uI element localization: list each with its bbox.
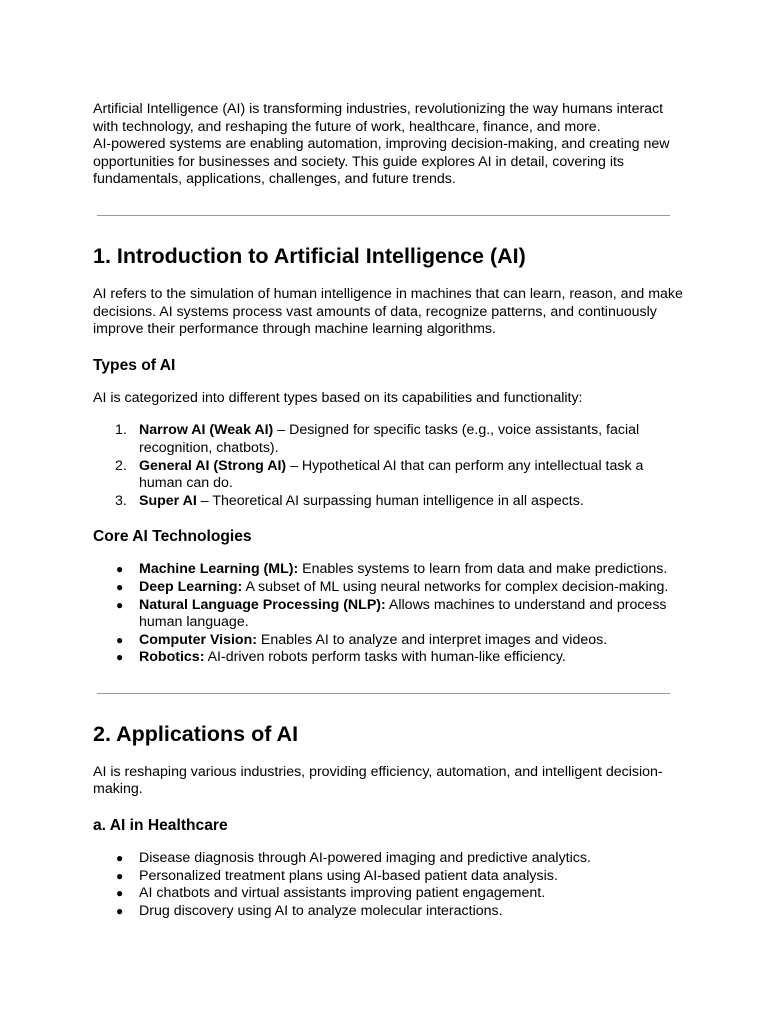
bullet-icon: ● [116,886,124,901]
section-2-heading: 2. Applications of AI [93,721,299,746]
list-item [93,903,683,921]
list-item [93,632,683,650]
section-1-paragraph: AI refers to the simulation of human intelligence in machines that can learn, reason, and make decisions. AI systems process vast amounts of data, recognize patterns, and continuously improve their performance through machine learning algorithms. [93,285,683,338]
core-ai-technologies-list [93,561,683,667]
section-1-heading: 1. Introduction to Artificial Intelligence (AI) [93,243,526,268]
list-item-term: Computer Vision: [139,631,257,648]
bullet-icon: ● [116,650,124,665]
list-item [93,885,683,903]
list-item [93,579,683,597]
bullet-icon: ● [116,562,124,577]
bullet-icon: ● [116,903,124,918]
list-item-text: Disease diagnosis through AI-powered imaging and predictive analytics. [139,850,591,867]
list-item-text: Allows machines to understand and process human language. [139,596,667,631]
list-item [93,561,683,579]
list-item-text: Enables systems to learn from data and make predictions. [298,561,668,578]
list-item-text: – Theoretical AI surpassing human intelligence in all aspects. [196,492,584,509]
list-item-term: Robotics: [139,649,205,666]
types-of-ai-lead: AI is categorized into different types based on its capabilities and functionality: [93,389,583,406]
list-item-text: Enables AI to analyze and interpret images and videos. [256,631,608,648]
bullet-icon: ● [116,868,124,883]
list-item [93,597,683,632]
list-item-term: Super AI [139,492,197,509]
list-item-text: AI-driven robots perform tasks with human-like efficiency. [204,649,566,666]
list-item-text: – Hypothetical AI that can perform any intellectual task a human can do. [139,457,644,492]
list-item-text: – Designed for specific tasks (e.g., voice assistants, facial recognition, chatbots). [139,422,640,456]
list-item-term: Machine Learning (ML): [139,561,299,578]
list-item-text: AI chatbots and virtual assistants improving patient engagement. [139,885,546,902]
list-number: 3. [115,492,127,509]
ai-in-healthcare-list [93,850,683,920]
bullet-icon: ● [116,851,124,866]
list-item-text: A subset of ML using neural networks for complex decision-making. [242,578,669,595]
list-item [93,422,683,457]
types-of-ai-heading: Types of AI [93,356,176,374]
ai-in-healthcare-heading: a. AI in Healthcare [93,817,228,835]
document-page [93,101,683,920]
bullet-icon: ● [116,632,124,647]
core-ai-technologies-heading: Core AI Technologies [93,528,252,546]
list-item [93,458,683,493]
list-number: 1. [115,422,127,439]
bullet-icon: ● [116,597,124,612]
list-item-term: Natural Language Processing (NLP): [139,596,386,613]
list-number: 2. [115,457,127,474]
list-item-term: General AI (Strong AI) [139,457,287,474]
section-2-paragraph: AI is reshaping various industries, providing efficiency, automation, and intelligent decision-making. [93,763,663,798]
list-item [93,493,683,511]
list-item [93,850,683,868]
bullet-icon: ● [116,579,124,594]
intro-paragraph-1: Artificial Intelligence (AI) is transforming industries, revolutionizing the way humans interact with technology, and reshaping the future of work, healthcare, finance, and more. [93,101,664,135]
list-item-term: Narrow AI (Weak AI) [139,422,274,439]
list-item [93,868,683,886]
list-item-term: Deep Learning: [139,578,243,595]
list-item [93,649,683,667]
list-item-text: Drug discovery using AI to analyze molecular interactions. [139,902,503,919]
types-of-ai-list [93,422,683,510]
list-item-text: Personalized treatment plans using AI-based patient data analysis. [139,867,558,884]
intro-paragraph-2: AI-powered systems are enabling automation, improving decision-making, and creating new opportunities for businesses and society. This guide explores AI in detail, covering its fundamentals, applications, challenges, and future trends. [93,136,670,188]
